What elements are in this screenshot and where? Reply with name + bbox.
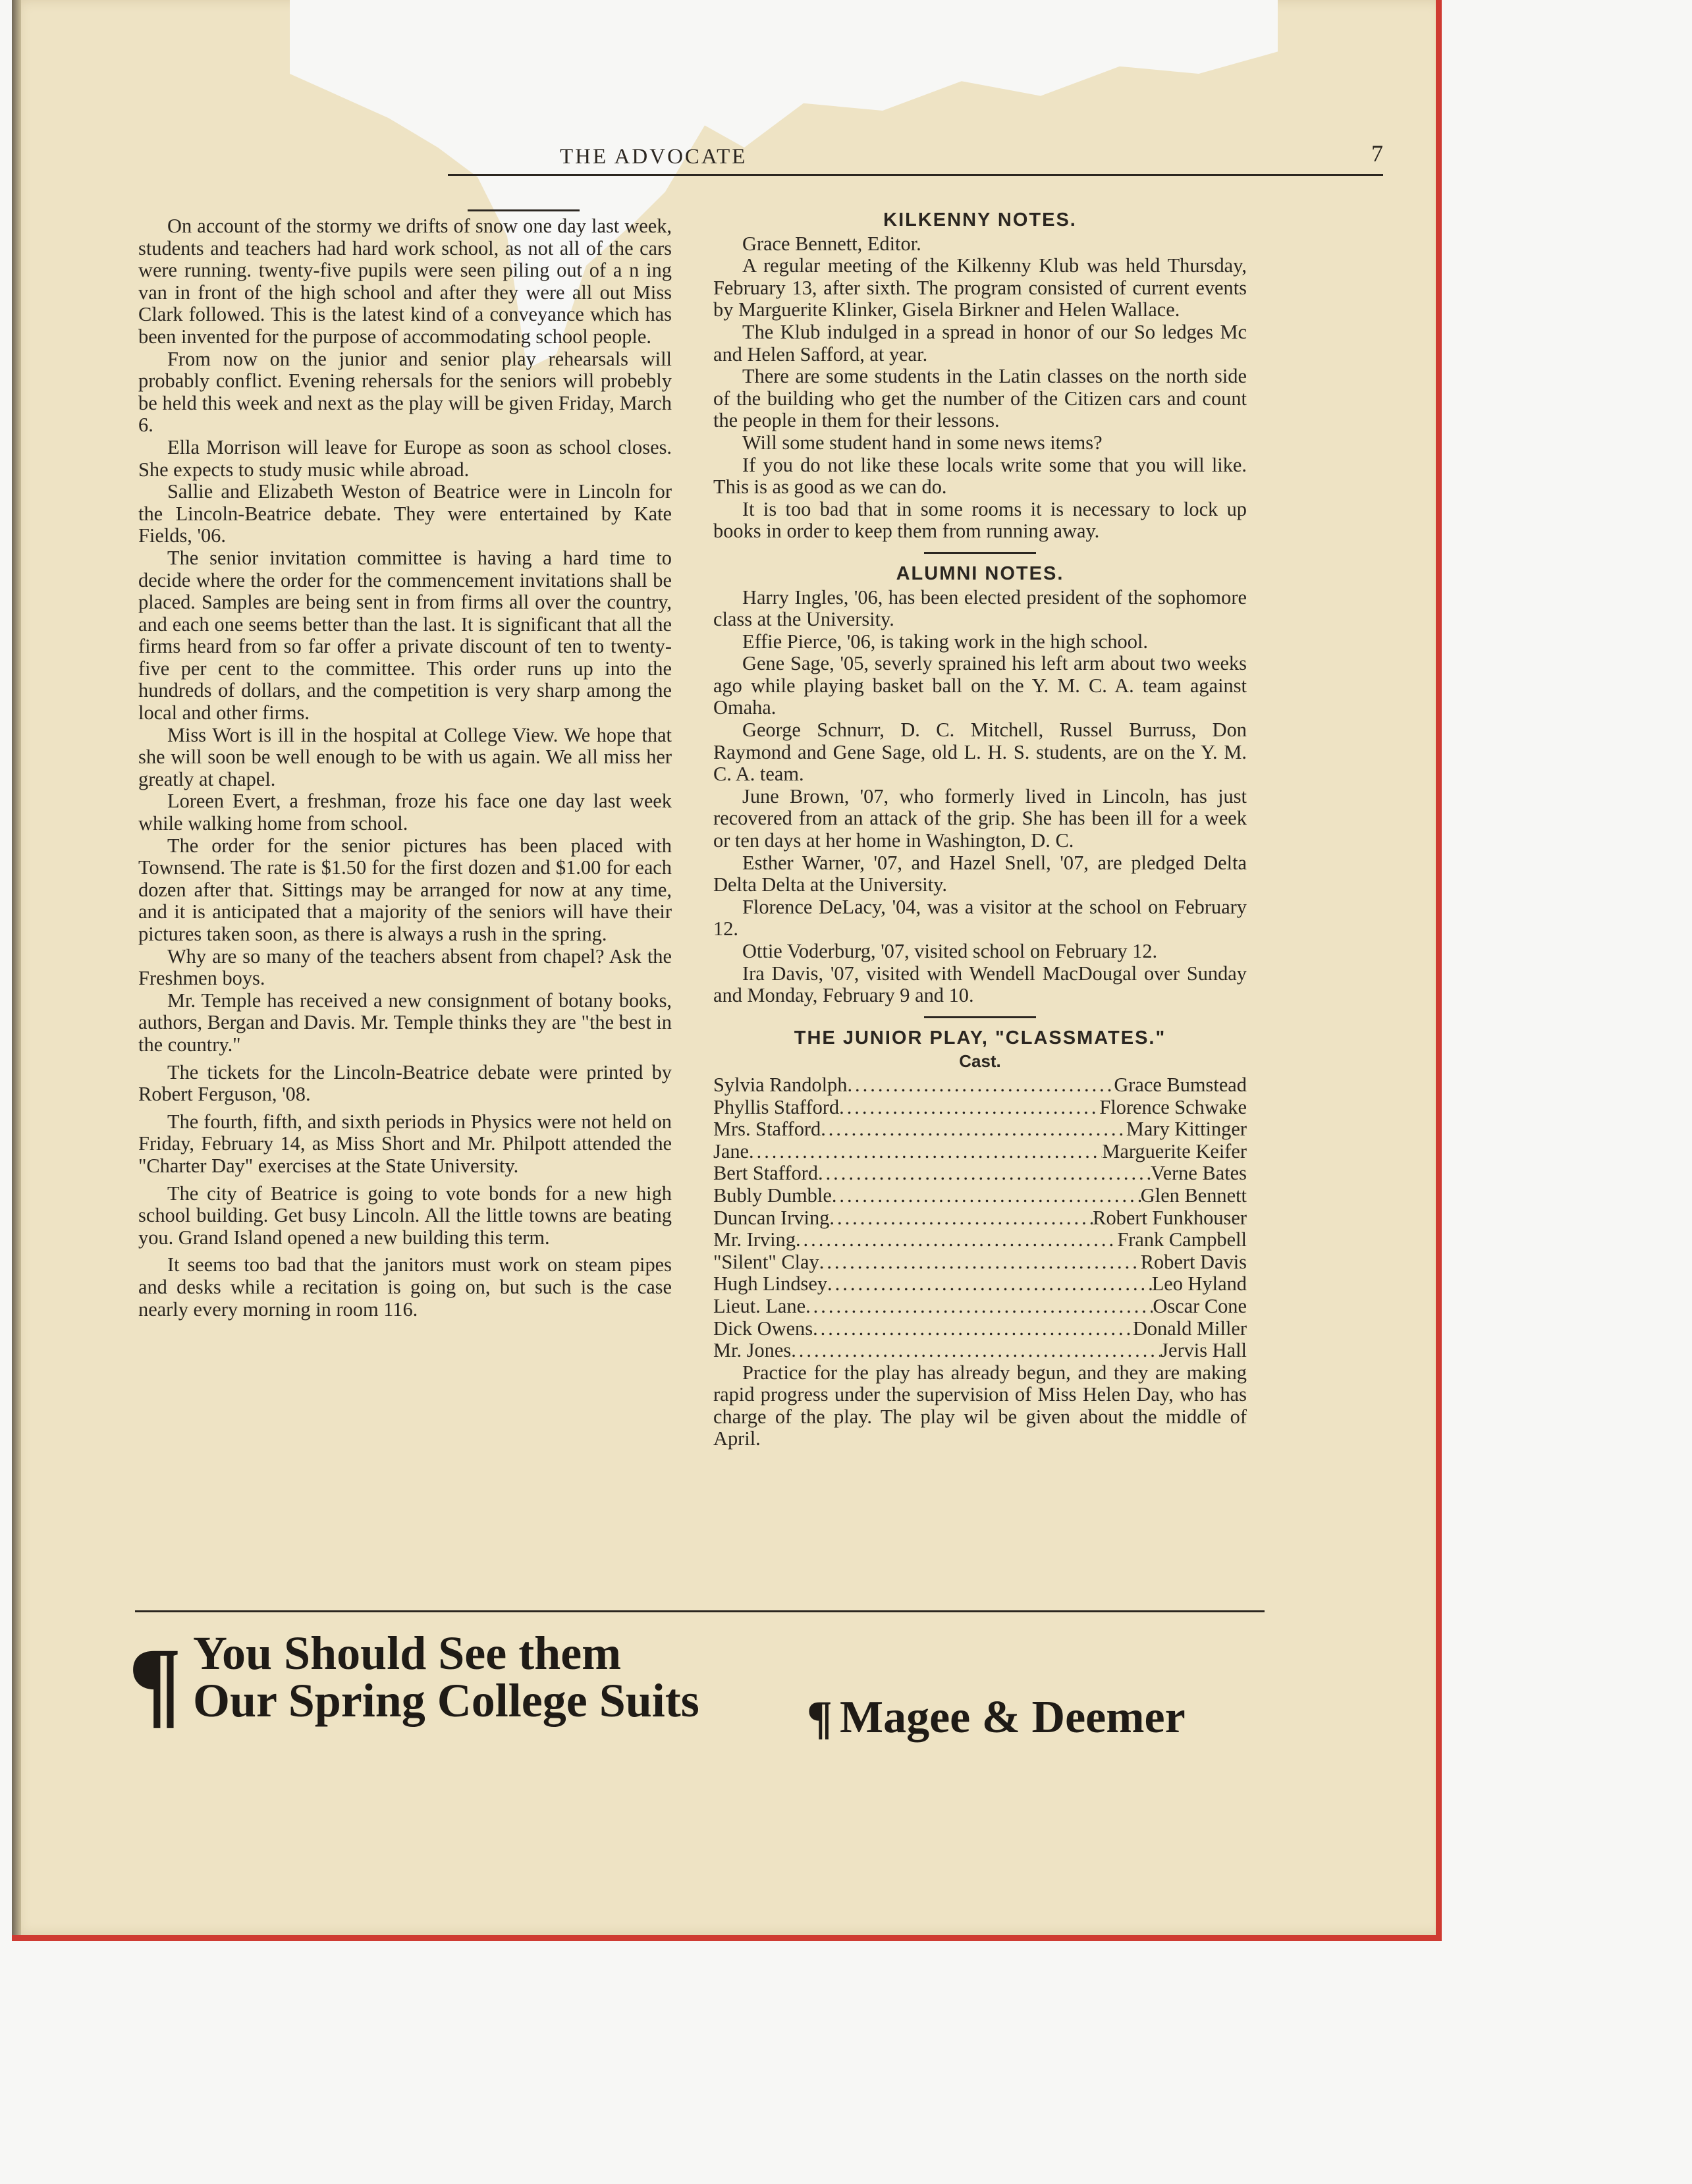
- header-rule: [448, 174, 1383, 176]
- cast-row: [713, 1251, 1247, 1274]
- leader-dots: [847, 1074, 1114, 1097]
- cast-heading: Cast.: [959, 1051, 1001, 1072]
- cast-row: [713, 1162, 1247, 1185]
- cast-role: Sylvia Randolph: [713, 1074, 848, 1096]
- kilkenny-heading: KILKENNY NOTES.: [883, 209, 1077, 231]
- local-item: The senior invitation committee is having a hard time to decide where the order for the commencement invitations shall be placed. Samples are being sent in from firms all over the country, and each one seems better than the last. It is significant that all the firms heard from so far offer a private discount of ten to twenty-five per cent to the committee. This order runs up into the hundreds of dollars, and the competition is very sharp among the local and other firms.: [138, 546, 672, 724]
- leader-dots: [839, 1097, 1099, 1119]
- alumni-item: George Schnurr, D. C. Mitchell, Russel Burruss, Don Raymond and Gene Sage, old L. H. S. students, are on the Y. M. C. A. team.: [713, 719, 1247, 786]
- cast-role: Phyllis Stafford: [713, 1096, 840, 1118]
- cast-actor: Frank Campbell: [1117, 1229, 1247, 1251]
- alumni-item: Ira Davis, '07, visited with Wendell MacDougal over Sunday and Monday, February 9 and 10.: [713, 962, 1247, 1007]
- cast-row: [713, 1207, 1247, 1230]
- leader-dots: [796, 1229, 1117, 1251]
- cast-actor: Marguerite Keifer: [1102, 1140, 1247, 1162]
- cast-row: [713, 1318, 1247, 1340]
- cast-row: [713, 1074, 1247, 1097]
- kilkenny-item: The Klub indulged in a spread in honor of our So ledges Mc and Helen Safford, at year.: [713, 320, 1247, 366]
- cast-actor: Verne Bates: [1151, 1162, 1247, 1185]
- local-item: The city of Beatrice is going to vote bonds for a new high school building. Get busy Lincoln. All the little towns are beating you. Grand Island opened a new building this term.: [138, 1182, 672, 1249]
- cast-role: Lieut. Lane: [713, 1295, 806, 1317]
- leader-dots: [791, 1340, 1160, 1362]
- cast-role: Jane: [713, 1140, 749, 1162]
- cast-actor: Leo Hyland: [1151, 1273, 1247, 1296]
- alumni-item: June Brown, '07, who formerly lived in Lincoln, has just recovered from an attack of the grip. She has been ill for a week or ten days at her home in Washington, D. C.: [713, 784, 1247, 852]
- running-title: THE ADVOCATE: [560, 145, 748, 169]
- pilcrow-mark: ¶: [807, 1691, 832, 1744]
- ad-store-name: Magee & Deemer: [840, 1692, 1186, 1743]
- alumni-item: Esther Warner, '07, and Hazel Snell, '07, are pledged Delta Delta Delta at the University.: [713, 851, 1247, 896]
- cast-row: [713, 1296, 1247, 1318]
- local-item: It seems too bad that the janitors must work on steam pipes and desks while a recitation is going on, but such is the case nearly every morning in room 116.: [138, 1253, 672, 1321]
- section-rule: [924, 1016, 1036, 1018]
- leader-dots: [818, 1162, 1151, 1185]
- leader-dots: [832, 1185, 1141, 1207]
- page-number: 7: [1371, 140, 1383, 167]
- alumni-item: Ottie Voderburg, '07, visited school on February 12.: [742, 940, 1158, 962]
- cast-role: Bert Stafford: [713, 1162, 818, 1185]
- cast-row: [713, 1141, 1247, 1163]
- local-item: Miss Wort is ill in the hospital at College View. We hope that she will soon be well enough to be with us again. We all miss her greatly at chapel.: [138, 723, 672, 790]
- cast-row: [713, 1273, 1247, 1296]
- left-column: [138, 209, 672, 1321]
- leader-dots: [805, 1296, 1153, 1318]
- page-header: [448, 140, 1383, 179]
- ad-headline: You Should See them: [193, 1627, 622, 1679]
- cast-role: Mr. Irving: [713, 1229, 796, 1251]
- kilkenny-item: Will some student hand in some news items?: [742, 431, 1103, 454]
- local-item: On account of the stormy we drifts of snow one day last week, students and teachers had hard work school, as not all of the cars were running. twenty-five pupils were seen piling out of a n ing van in front of the high school and after they were all out Miss Clark followed. This is the latest kind of a conveyance which has been invented for the purpose of accommodating school people.: [138, 215, 672, 348]
- cast-role: Dick Owens: [713, 1317, 813, 1340]
- cast-actor: Grace Bumstead: [1114, 1074, 1247, 1096]
- cast-role: "Silent" Clay: [713, 1251, 819, 1273]
- cast-row: [713, 1097, 1247, 1119]
- cast-role: Mr. Jones: [713, 1340, 792, 1362]
- alumni-item: Effie Pierce, '06, is taking work in the high school.: [742, 630, 1148, 653]
- right-column: [713, 209, 1247, 1450]
- section-rule: [924, 552, 1036, 554]
- local-item: The fourth, fifth, and sixth periods in Physics were not held on Friday, February 14, as Miss Short and Mr. Philpott attended the "Charter Day" exercises at the State University.: [138, 1110, 672, 1177]
- cast-actor: Florence Schwake: [1099, 1096, 1247, 1118]
- cast-role: Duncan Irving: [713, 1207, 830, 1229]
- local-item: Loreen Evert, a freshman, froze his face one day last week while walking home from school.: [138, 790, 672, 835]
- binding-spine: [12, 0, 21, 1935]
- kilkenny-item: If you do not like these locals write some that you will like. This is as good as we can do.: [713, 453, 1247, 499]
- footer-rule: [135, 1610, 1265, 1612]
- local-item: The order for the senior pictures has been placed with Townsend. The rate is $1.50 for the first dozen and $1.00 for each dozen after that. Sittings may be arranged for now at any time, and it is anticipated that a majority of the seniors will have their pictures taken soon, as there is always a rush in the spring.: [138, 834, 672, 945]
- leader-dots: [749, 1141, 1102, 1163]
- kilkenny-editor: Grace Bennett, Editor.: [742, 232, 921, 255]
- leader-dots: [821, 1118, 1126, 1141]
- kilkenny-item: A regular meeting of the Kilkenny Klub was held Thursday, February 13, after sixth. The program consisted of current events by Marguerite Klinker, Gisela Birkner and Helen Wallace.: [713, 254, 1247, 321]
- leader-dots: [829, 1207, 1093, 1230]
- local-item: From now on the junior and senior play rehearsals will probably conflict. Evening rehersals for the seniors will probebly be held this week and next as the play will be given Friday, March 6.: [138, 347, 672, 437]
- cast-actor: Robert Funkhouser: [1093, 1207, 1247, 1229]
- cast-actor: Robert Davis: [1140, 1251, 1247, 1273]
- cast-row: [713, 1185, 1247, 1207]
- advertisement: [128, 1627, 1288, 1759]
- alumni-item: Harry Ingles, '06, has been elected president of the sophomore class at the University.: [713, 586, 1247, 631]
- alumni-item: Florence DeLacy, '04, was a visitor at the school on February 12.: [713, 895, 1247, 941]
- cast-actor: Donald Miller: [1132, 1317, 1247, 1340]
- cast-role: Mrs. Stafford: [713, 1118, 821, 1141]
- cast-actor: Mary Kittinger: [1126, 1118, 1247, 1141]
- alumni-heading: ALUMNI NOTES.: [896, 562, 1064, 584]
- local-item: Sallie and Elizabeth Weston of Beatrice were in Lincoln for the Lincoln-Beatrice debate. They were entertained by Kate Fields, '06.: [138, 480, 672, 547]
- alumni-item: Gene Sage, '05, severly sprained his left arm about two weeks ago while playing basket ball on the Y. M. C. A. team against Omaha.: [713, 652, 1247, 719]
- leader-dots: [827, 1273, 1152, 1296]
- cast-actor: Oscar Cone: [1153, 1295, 1247, 1317]
- cast-row: [713, 1229, 1247, 1251]
- kilkenny-item: It is too bad that in some rooms it is necessary to lock up books in order to keep them from running away.: [713, 497, 1247, 543]
- pilcrow-mark: ¶: [128, 1628, 182, 1737]
- local-item: Mr. Temple has received a new consignment of botany books, authors, Bergan and Davis. Mr. Temple thinks they are "the best in the country.": [138, 989, 672, 1056]
- cast-row: [713, 1118, 1247, 1141]
- cast-role: Bubly Dumble: [713, 1184, 832, 1207]
- ad-subline: Our Spring College Suits: [193, 1674, 699, 1727]
- kilkenny-item: There are some students in the Latin classes on the north side of the building who get the number of the Citizen cars and count the people in them for their lessons.: [713, 365, 1247, 432]
- leader-dots: [819, 1251, 1141, 1274]
- cast-role: Hugh Lindsey: [713, 1273, 828, 1296]
- cast-actor: Glen Bennett: [1140, 1184, 1247, 1207]
- local-item: The tickets for the Lincoln-Beatrice debate were printed by Robert Ferguson, '08.: [138, 1060, 672, 1106]
- local-item: Ella Morrison will leave for Europe as soon as school closes. She expects to study music while abroad.: [138, 435, 672, 481]
- cast-actor: Jervis Hall: [1160, 1340, 1247, 1362]
- local-item: Why are so many of the teachers absent from chapel? Ask the Freshmen boys.: [138, 944, 672, 990]
- cast-row: [713, 1340, 1247, 1362]
- junior-play-heading: THE JUNIOR PLAY, "CLASSMATES.": [794, 1027, 1166, 1049]
- column-rule: [468, 209, 580, 211]
- leader-dots: [813, 1318, 1133, 1340]
- play-closing-note: Practice for the play has already begun, and they are making rapid progress under the supervision of Miss Helen Day, who has charge of the play. The play wil be given about the middle of April.: [713, 1361, 1247, 1450]
